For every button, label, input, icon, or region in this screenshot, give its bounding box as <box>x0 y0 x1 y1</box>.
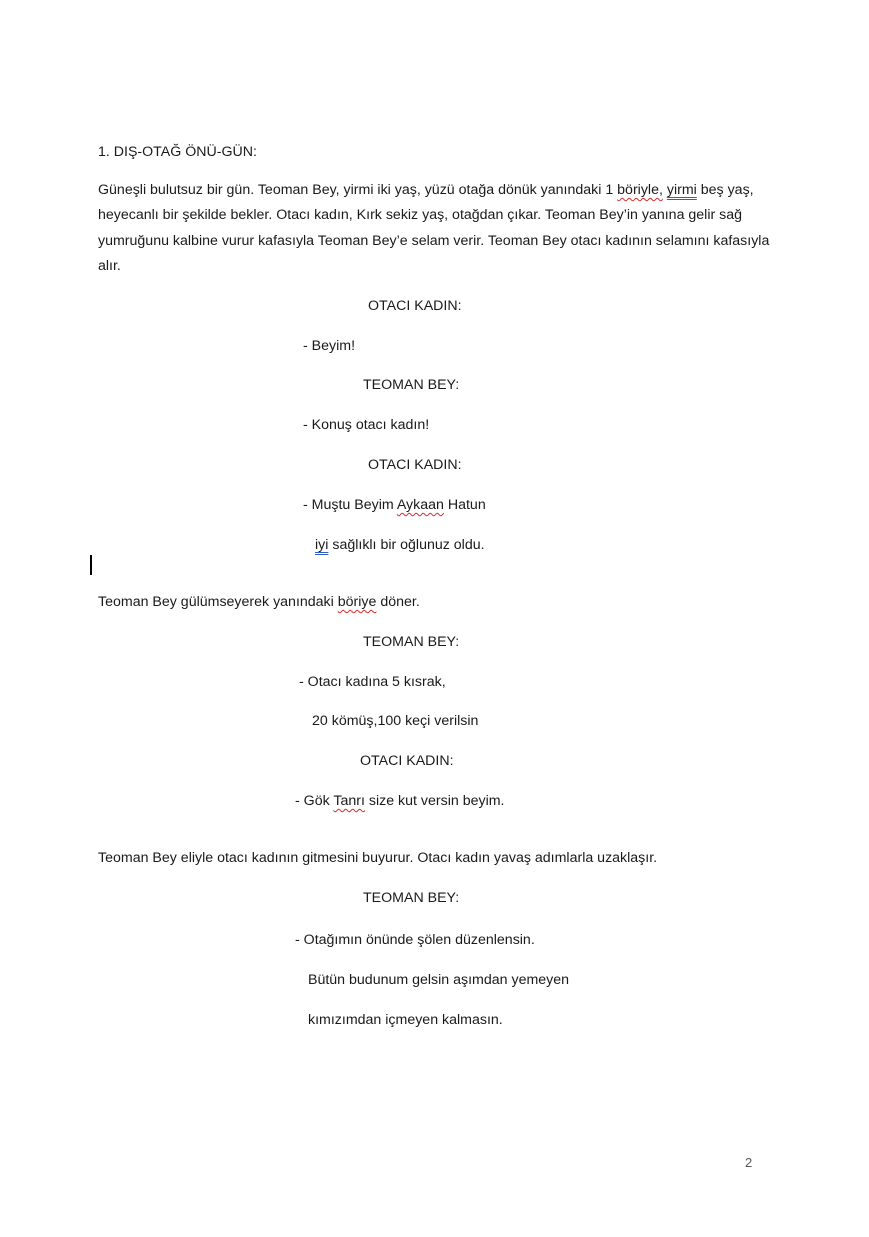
grammar-flag-yirmi[interactable]: yirmi <box>666 182 697 198</box>
dialogue-text: Hatun <box>443 497 486 513</box>
dialogue-line: Bütün budunum gelsin aşımdan yemeyen <box>308 972 570 988</box>
dialogue-line <box>295 791 504 811</box>
character-name: OTACI KADIN: <box>360 753 454 769</box>
dialogue-text: - Gök <box>295 793 334 809</box>
dialogue-text: - Muştu Beyim <box>303 497 397 513</box>
dialogue-line: - Otağımın önünde şölen düzenlensin. <box>295 932 535 948</box>
intro-paragraph <box>98 178 778 279</box>
character-name: OTACI KADIN: <box>368 298 462 314</box>
spelling-error-boriye[interactable]: böriye <box>337 594 377 610</box>
dialogue-line: 20 kömüş,100 keçi verilsin <box>312 713 479 729</box>
character-name: OTACI KADIN: <box>368 457 462 473</box>
dialogue-text: sağlıklı bir oğlunuz oldu. <box>328 537 485 553</box>
dialogue-line <box>315 535 485 555</box>
dialogue-line: kımızımdan içmeyen kalmasın. <box>308 1012 503 1028</box>
grammar-flag-iyi[interactable]: iyi <box>315 537 329 553</box>
character-name: TEOMAN BEY: <box>363 890 460 906</box>
spelling-error-aykaan[interactable]: Aykaan <box>396 497 444 513</box>
dialogue-line: - Beyim! <box>303 338 356 354</box>
dialogue-line <box>303 495 486 515</box>
character-name: TEOMAN BEY: <box>363 377 460 393</box>
dialogue-line: - Otacı kadına 5 kısrak, <box>299 674 446 690</box>
dialogue-line: - Konuş otacı kadın! <box>303 417 430 433</box>
spelling-error-tanri[interactable]: Tanrı <box>333 793 365 809</box>
character-name: TEOMAN BEY: <box>363 634 460 650</box>
intro-text-after: beş yaş, heyecanlı bir şekilde bekler. Otacı kadın, Kırk sekiz yaş, otağdan çıkar. Teoman Bey’in yanına gelir sağ yumruğunu kalbine vurur kafasıyla Teoman Bey’e selam verir. Teoman Bey otacı kadının selamını kafasıyla alır. <box>98 182 770 274</box>
page-number: 2 <box>745 1155 753 1170</box>
intro-text-before: Güneşli bulutsuz bir gün. Teoman Bey, yirmi iki yaş, yüzü otağa dönük yanındaki 1 <box>98 182 618 198</box>
action-text: Teoman Bey gülümseyerek yanındaki <box>98 594 338 610</box>
text-cursor <box>90 555 92 575</box>
scene-heading: 1. DIŞ-OTAĞ ÖNÜ-GÜN: <box>98 144 257 160</box>
spelling-error-boriyle[interactable]: böriyle, <box>617 182 663 198</box>
action-line <box>98 592 420 612</box>
action-line: Teoman Bey eliyle otacı kadının gitmesini buyurur. Otacı kadın yavaş adımlarla uzaklaşır. <box>98 850 658 866</box>
dialogue-text: size kut versin beyim. <box>364 793 505 809</box>
action-text: döner. <box>376 594 420 610</box>
